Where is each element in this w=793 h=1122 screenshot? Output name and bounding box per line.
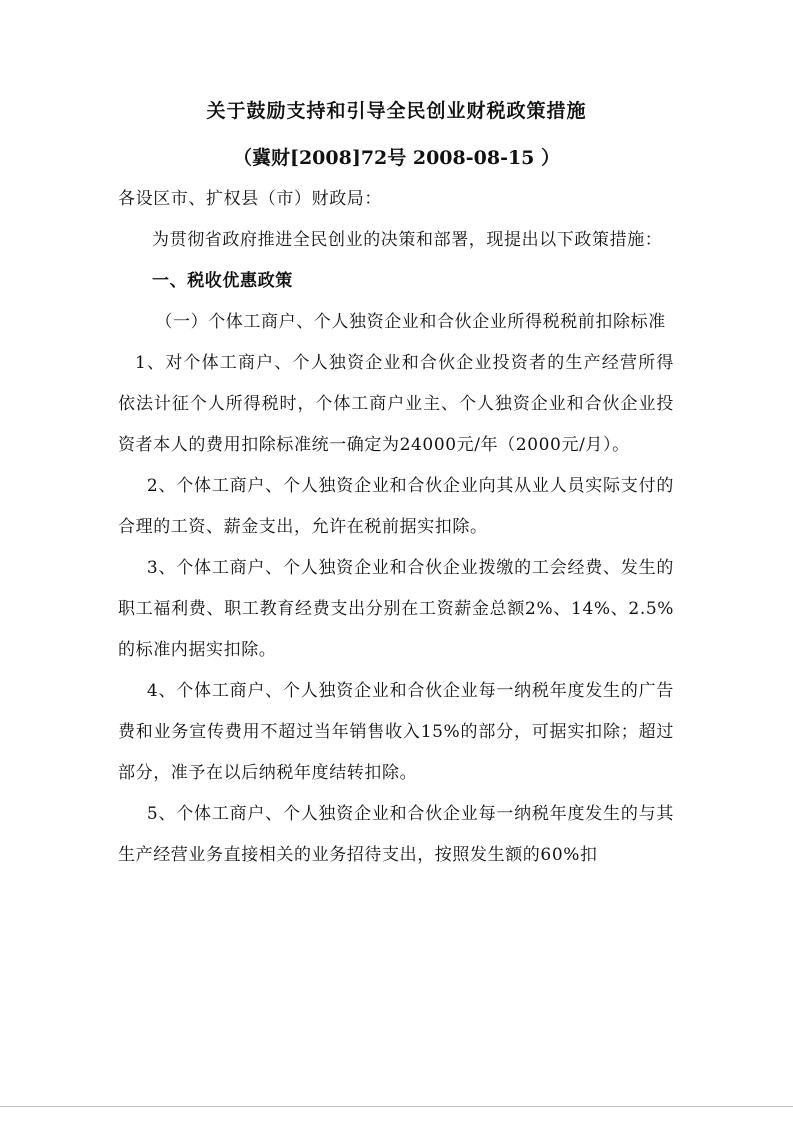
list-item: 2、个体工商户、个人独资企业和合伙企业向其从业人员实际支付的合理的工资、薪金支出，允许在税前据实扣除。	[118, 476, 674, 537]
document-number: （冀财[2008]72号 2008-08-15 ）	[232, 147, 561, 169]
document-body	[118, 179, 674, 876]
list-item: 4、个体工商户、个人独资企业和合伙企业每一纳税年度发生的广告费和业务宣传费用不超过当年销售收入15%的部分，可据实扣除；超过部分，准予在以后纳税年度结转扣除。	[118, 681, 674, 783]
addressee: 各设区市、扩权县（市）财政局：	[118, 189, 382, 209]
intro-paragraph: 为贯彻省政府推进全民创业的决策和部署，现提出以下政策措施：	[152, 230, 663, 250]
page-divider	[0, 1106, 793, 1107]
list-item: 5、个体工商户、个人独资企业和合伙企业每一纳税年度发生的与其生产经营业务直接相关的业务招待支出，按照发生额的60%扣	[118, 804, 674, 865]
subsection-heading: （一）个体工商户、个人独资企业和合伙企业所得税税前扣除标准	[155, 312, 666, 332]
section-heading: 一、税收优惠政策	[152, 271, 293, 291]
document-title: 关于鼓励支持和引导全民创业财税政策措施	[206, 100, 587, 122]
list-item: 3、个体工商户、个人独资企业和合伙企业拨缴的工会经费、发生的职工福利费、职工教育经费支出分别在工资薪金总额2%、14%、2.5%的标准内据实扣除。	[118, 558, 674, 660]
list-item: 1、对个体工商户、个人独资企业和合伙企业投资者的生产经营所得依法计征个人所得税时，个体工商户业主、个人独资企业和合伙企业投资者本人的费用扣除标准统一确定为24000元/年（2000元/月）。	[118, 353, 674, 455]
